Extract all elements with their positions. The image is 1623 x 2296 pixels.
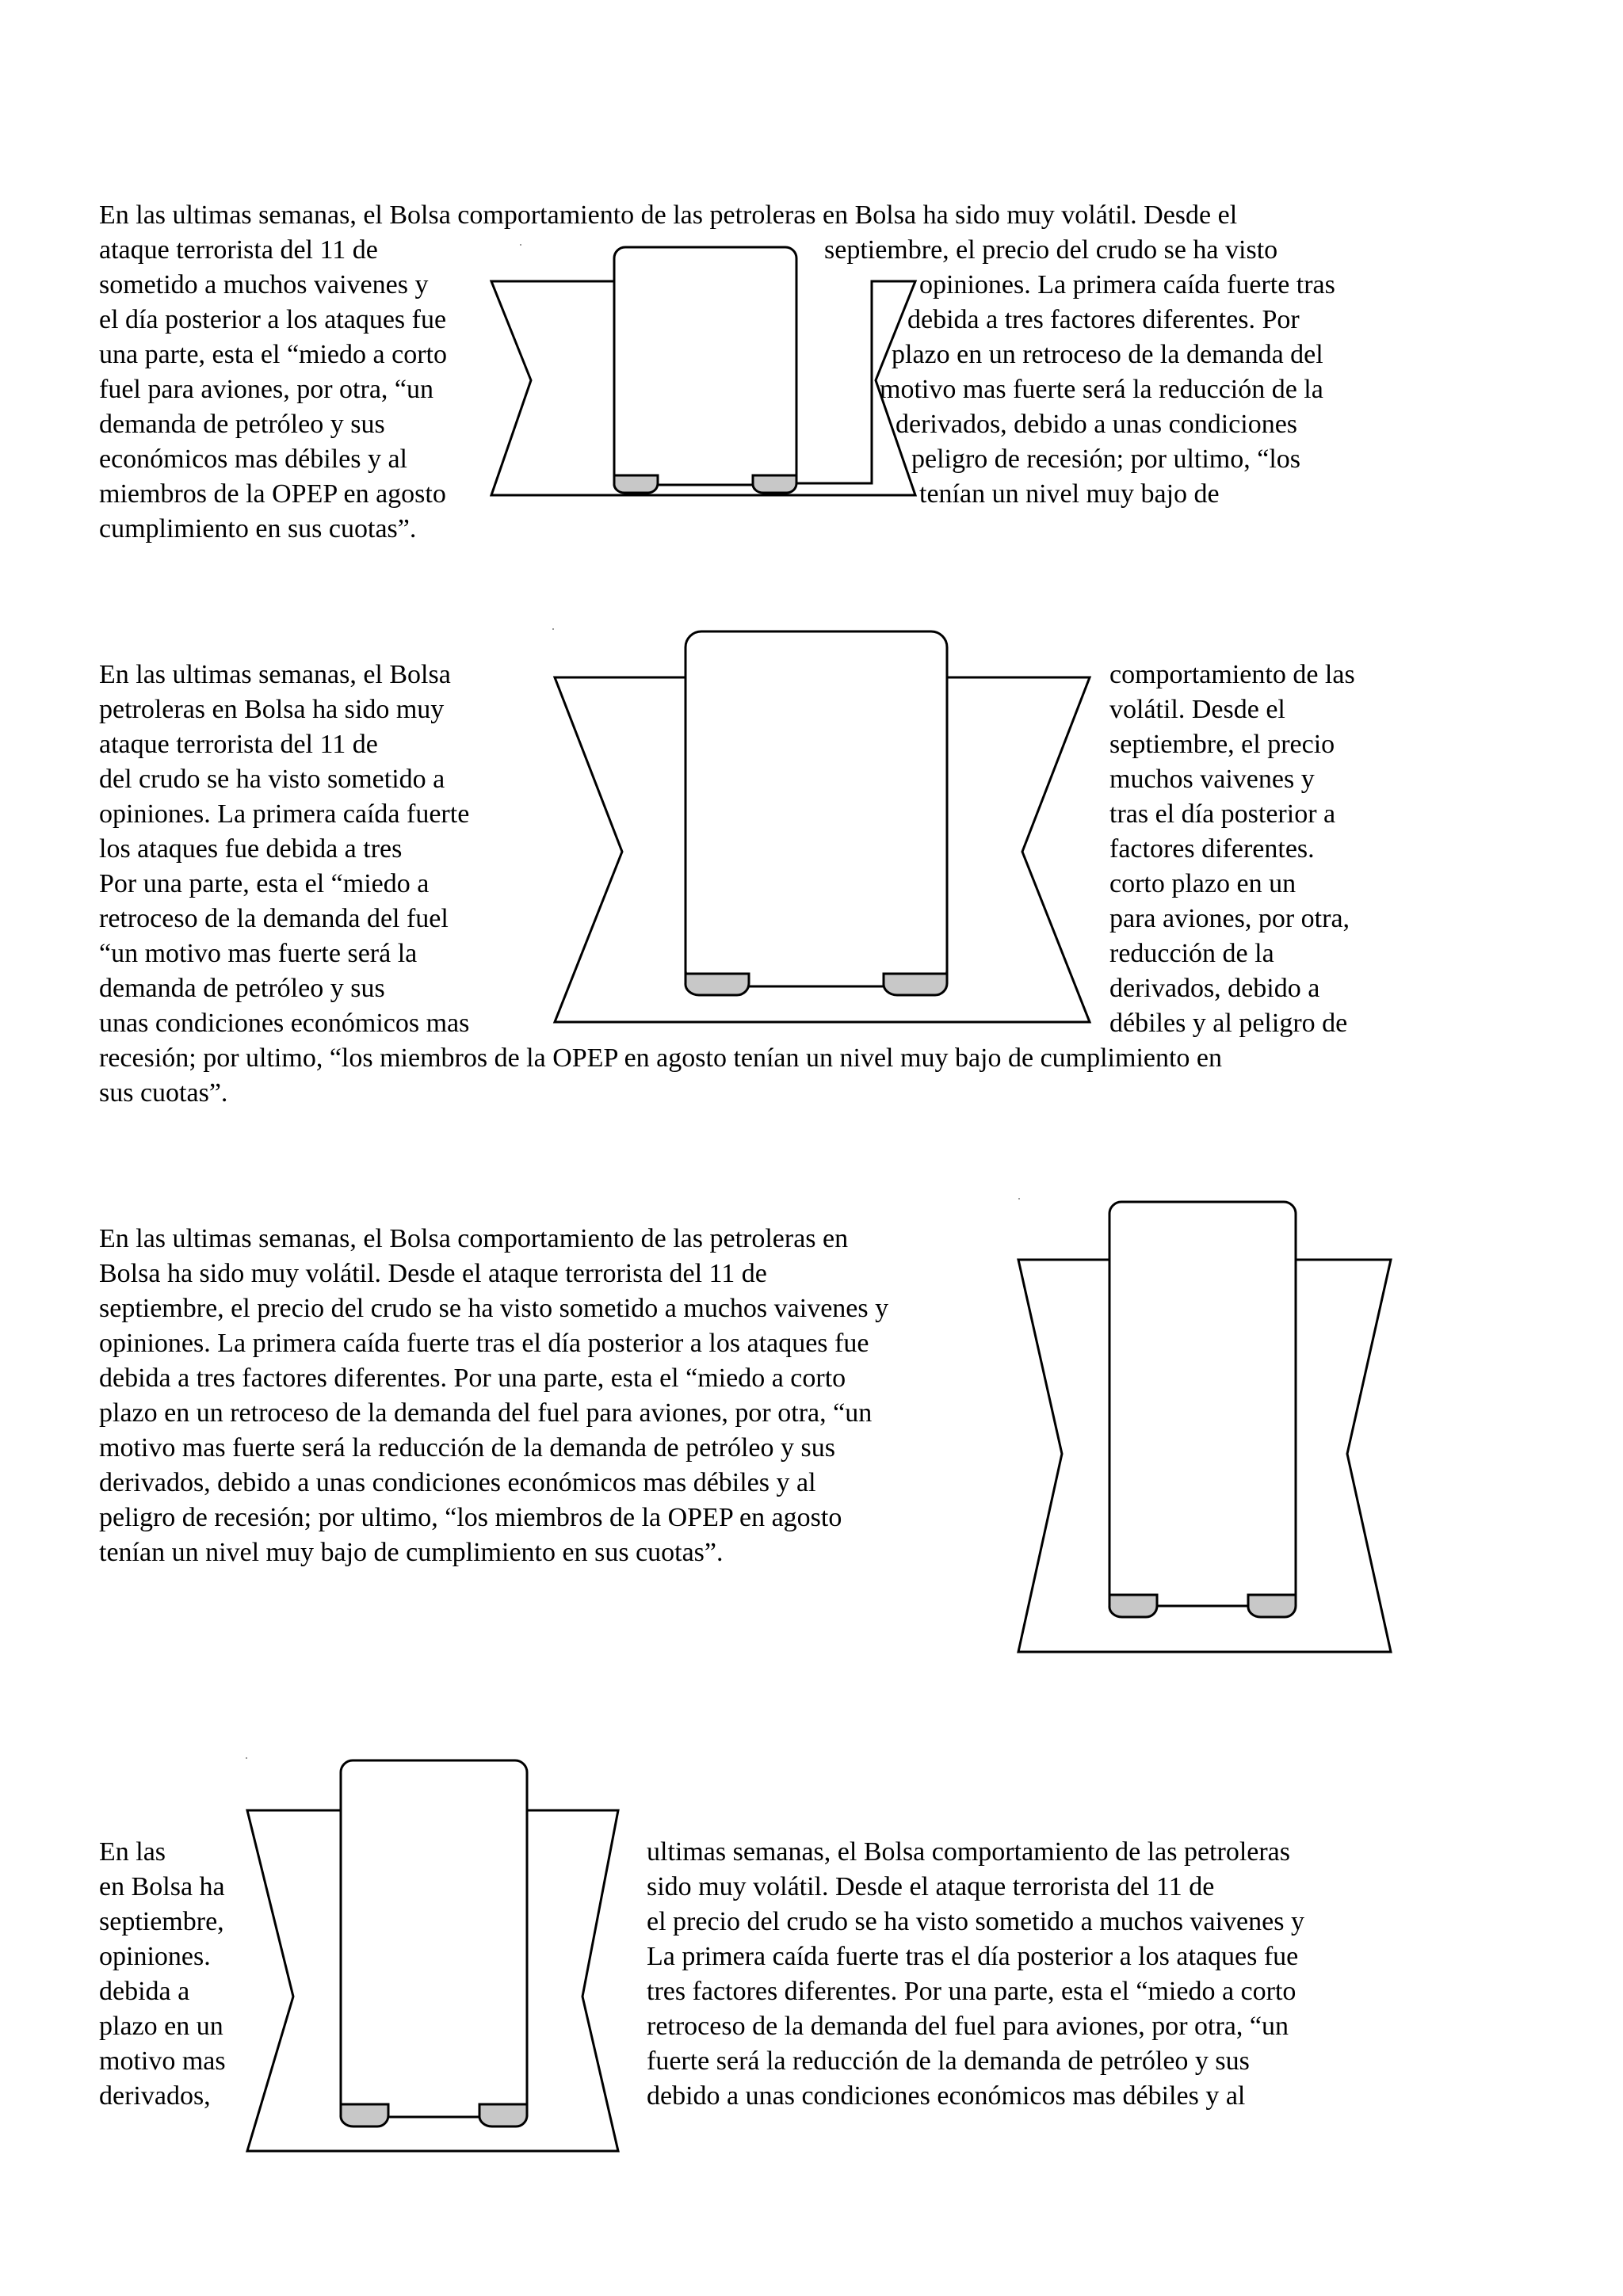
- text-line: volátil. Desde el: [1109, 695, 1285, 724]
- text-line: el precio del crudo se ha visto sometido a muchos vaivenes y: [647, 1907, 1304, 1936]
- text-line: Por una parte, esta el “miedo a: [99, 869, 430, 898]
- text-line: tenían un nivel muy bajo de: [919, 479, 1220, 509]
- text-line: La primera caída fuerte tras el día posterior a los ataques fue: [647, 1942, 1299, 1971]
- text-line: Bolsa ha sido muy volátil. Desde el ataque terrorista del 11 de: [99, 1259, 767, 1288]
- text-line: petroleras en Bolsa ha sido muy: [99, 695, 445, 724]
- text-line: demanda de petróleo y sus: [99, 410, 385, 439]
- text-line: comportamiento de las: [1109, 660, 1355, 689]
- text-line: opiniones. La primera caída fuerte: [99, 799, 470, 829]
- text-line: En las ultimas semanas, el Bolsa: [99, 660, 451, 689]
- text-line: unas condiciones económicos mas: [99, 1009, 470, 1038]
- text-line: del crudo se ha visto sometido a: [99, 765, 445, 794]
- ribbon-banner-shape: [555, 630, 1094, 1026]
- text-line: En las: [99, 1837, 166, 1867]
- text-line: miembros de la OPEP en agosto: [99, 479, 446, 509]
- text-line: muchos vaivenes y: [1109, 765, 1315, 794]
- text-line: plazo en un retroceso de la demanda del fuel para aviones, por otra, “un: [99, 1398, 873, 1428]
- text-line: derivados, debido a: [1109, 974, 1320, 1003]
- text-line: derivados,: [99, 2081, 211, 2111]
- text-line: los ataques fue debida a tres: [99, 834, 403, 864]
- text-line: recesión; por ultimo, “los miembros de la OPEP en agosto tenían un nivel muy bajo de cumplimiento en: [99, 1043, 1223, 1073]
- text-line: septiembre,: [99, 1907, 224, 1936]
- text-line: plazo en un: [99, 2012, 223, 2041]
- ribbon-banner-shape: [246, 1759, 626, 2155]
- text-line: septiembre, el precio del crudo se ha visto sometido a muchos vaivenes y: [99, 1294, 889, 1323]
- text-line: una parte, esta el “miedo a corto: [99, 340, 447, 369]
- text-line: retroceso de la demanda del fuel para aviones, por otra, “un: [647, 2012, 1289, 2041]
- text-line: ataque terrorista del 11 de: [99, 730, 378, 759]
- text-line: el día posterior a los ataques fue: [99, 305, 447, 334]
- text-line: peligro de recesión; por ultimo, “los: [911, 444, 1300, 474]
- text-line: ultimas semanas, el Bolsa comportamiento de las petroleras: [647, 1837, 1290, 1867]
- text-line: “un motivo mas fuerte será la: [99, 939, 418, 968]
- text-line: débiles y al peligro de: [1109, 1009, 1348, 1038]
- stray-dot: [552, 628, 554, 630]
- text-line: opiniones.: [99, 1942, 211, 1971]
- text-line: plazo en un retroceso de la demanda del: [892, 340, 1323, 369]
- text-line: En las ultimas semanas, el Bolsa comportamiento de las petroleras en: [99, 1224, 849, 1253]
- text-line: tres factores diferentes. Por una parte, esta el “miedo a corto: [647, 1977, 1296, 2006]
- text-line: septiembre, el precio del crudo se ha visto: [824, 235, 1278, 265]
- text-line: sus cuotas”.: [99, 1078, 228, 1108]
- stray-dot: [1018, 1198, 1020, 1199]
- ribbon-banner-shape: [491, 246, 919, 499]
- text-line: cumplimiento en sus cuotas”.: [99, 514, 417, 543]
- text-line: opiniones. La primera caída fuerte tras: [919, 270, 1335, 299]
- text-line: septiembre, el precio: [1109, 730, 1335, 759]
- text-line: derivados, debido a unas condiciones económicos mas débiles y al: [99, 1468, 816, 1497]
- text-line: ataque terrorista del 11 de: [99, 235, 378, 265]
- text-line: en Bolsa ha: [99, 1872, 225, 1901]
- text-line: factores diferentes.: [1109, 834, 1315, 864]
- text-line: fuerte será la reducción de la demanda de petróleo y sus: [647, 2046, 1250, 2076]
- text-line: motivo mas fuerte será la reducción de la: [880, 375, 1323, 404]
- text-line: motivo mas fuerte será la reducción de la demanda de petróleo y sus: [99, 1433, 835, 1463]
- text-line: corto plazo en un: [1109, 869, 1296, 898]
- text-line: fuel para aviones, por otra, “un: [99, 375, 433, 404]
- text-line: para aviones, por otra,: [1109, 904, 1350, 933]
- text-line: En las ultimas semanas, el Bolsa comportamiento de las petroleras en Bolsa ha sido muy volátil. Desde el: [99, 200, 1238, 230]
- text-line: retroceso de la demanda del fuel: [99, 904, 449, 933]
- text-line: sometido a muchos vaivenes y: [99, 270, 429, 299]
- text-line: debida a: [99, 1977, 190, 2006]
- text-line: opiniones. La primera caída fuerte tras el día posterior a los ataques fue: [99, 1329, 869, 1358]
- text-line: motivo mas: [99, 2046, 226, 2076]
- text-line: tenían un nivel muy bajo de cumplimiento en sus cuotas”.: [99, 1538, 724, 1567]
- text-line: peligro de recesión; por ultimo, “los miembros de la OPEP en agosto: [99, 1503, 842, 1532]
- text-line: debida a tres factores diferentes. Por una parte, esta el “miedo a corto: [99, 1363, 846, 1393]
- text-line: derivados, debido a unas condiciones: [896, 410, 1298, 439]
- text-line: económicos mas débiles y al: [99, 444, 408, 474]
- text-line: debida a tres factores diferentes. Por: [907, 305, 1300, 334]
- text-line: reducción de la: [1109, 939, 1274, 968]
- ribbon-banner-shape: [1018, 1200, 1399, 1656]
- text-line: debido a unas condiciones económicos mas débiles y al: [647, 2081, 1246, 2111]
- text-line: tras el día posterior a: [1109, 799, 1336, 829]
- text-line: demanda de petróleo y sus: [99, 974, 385, 1003]
- text-line: sido muy volátil. Desde el ataque terrorista del 11 de: [647, 1872, 1215, 1901]
